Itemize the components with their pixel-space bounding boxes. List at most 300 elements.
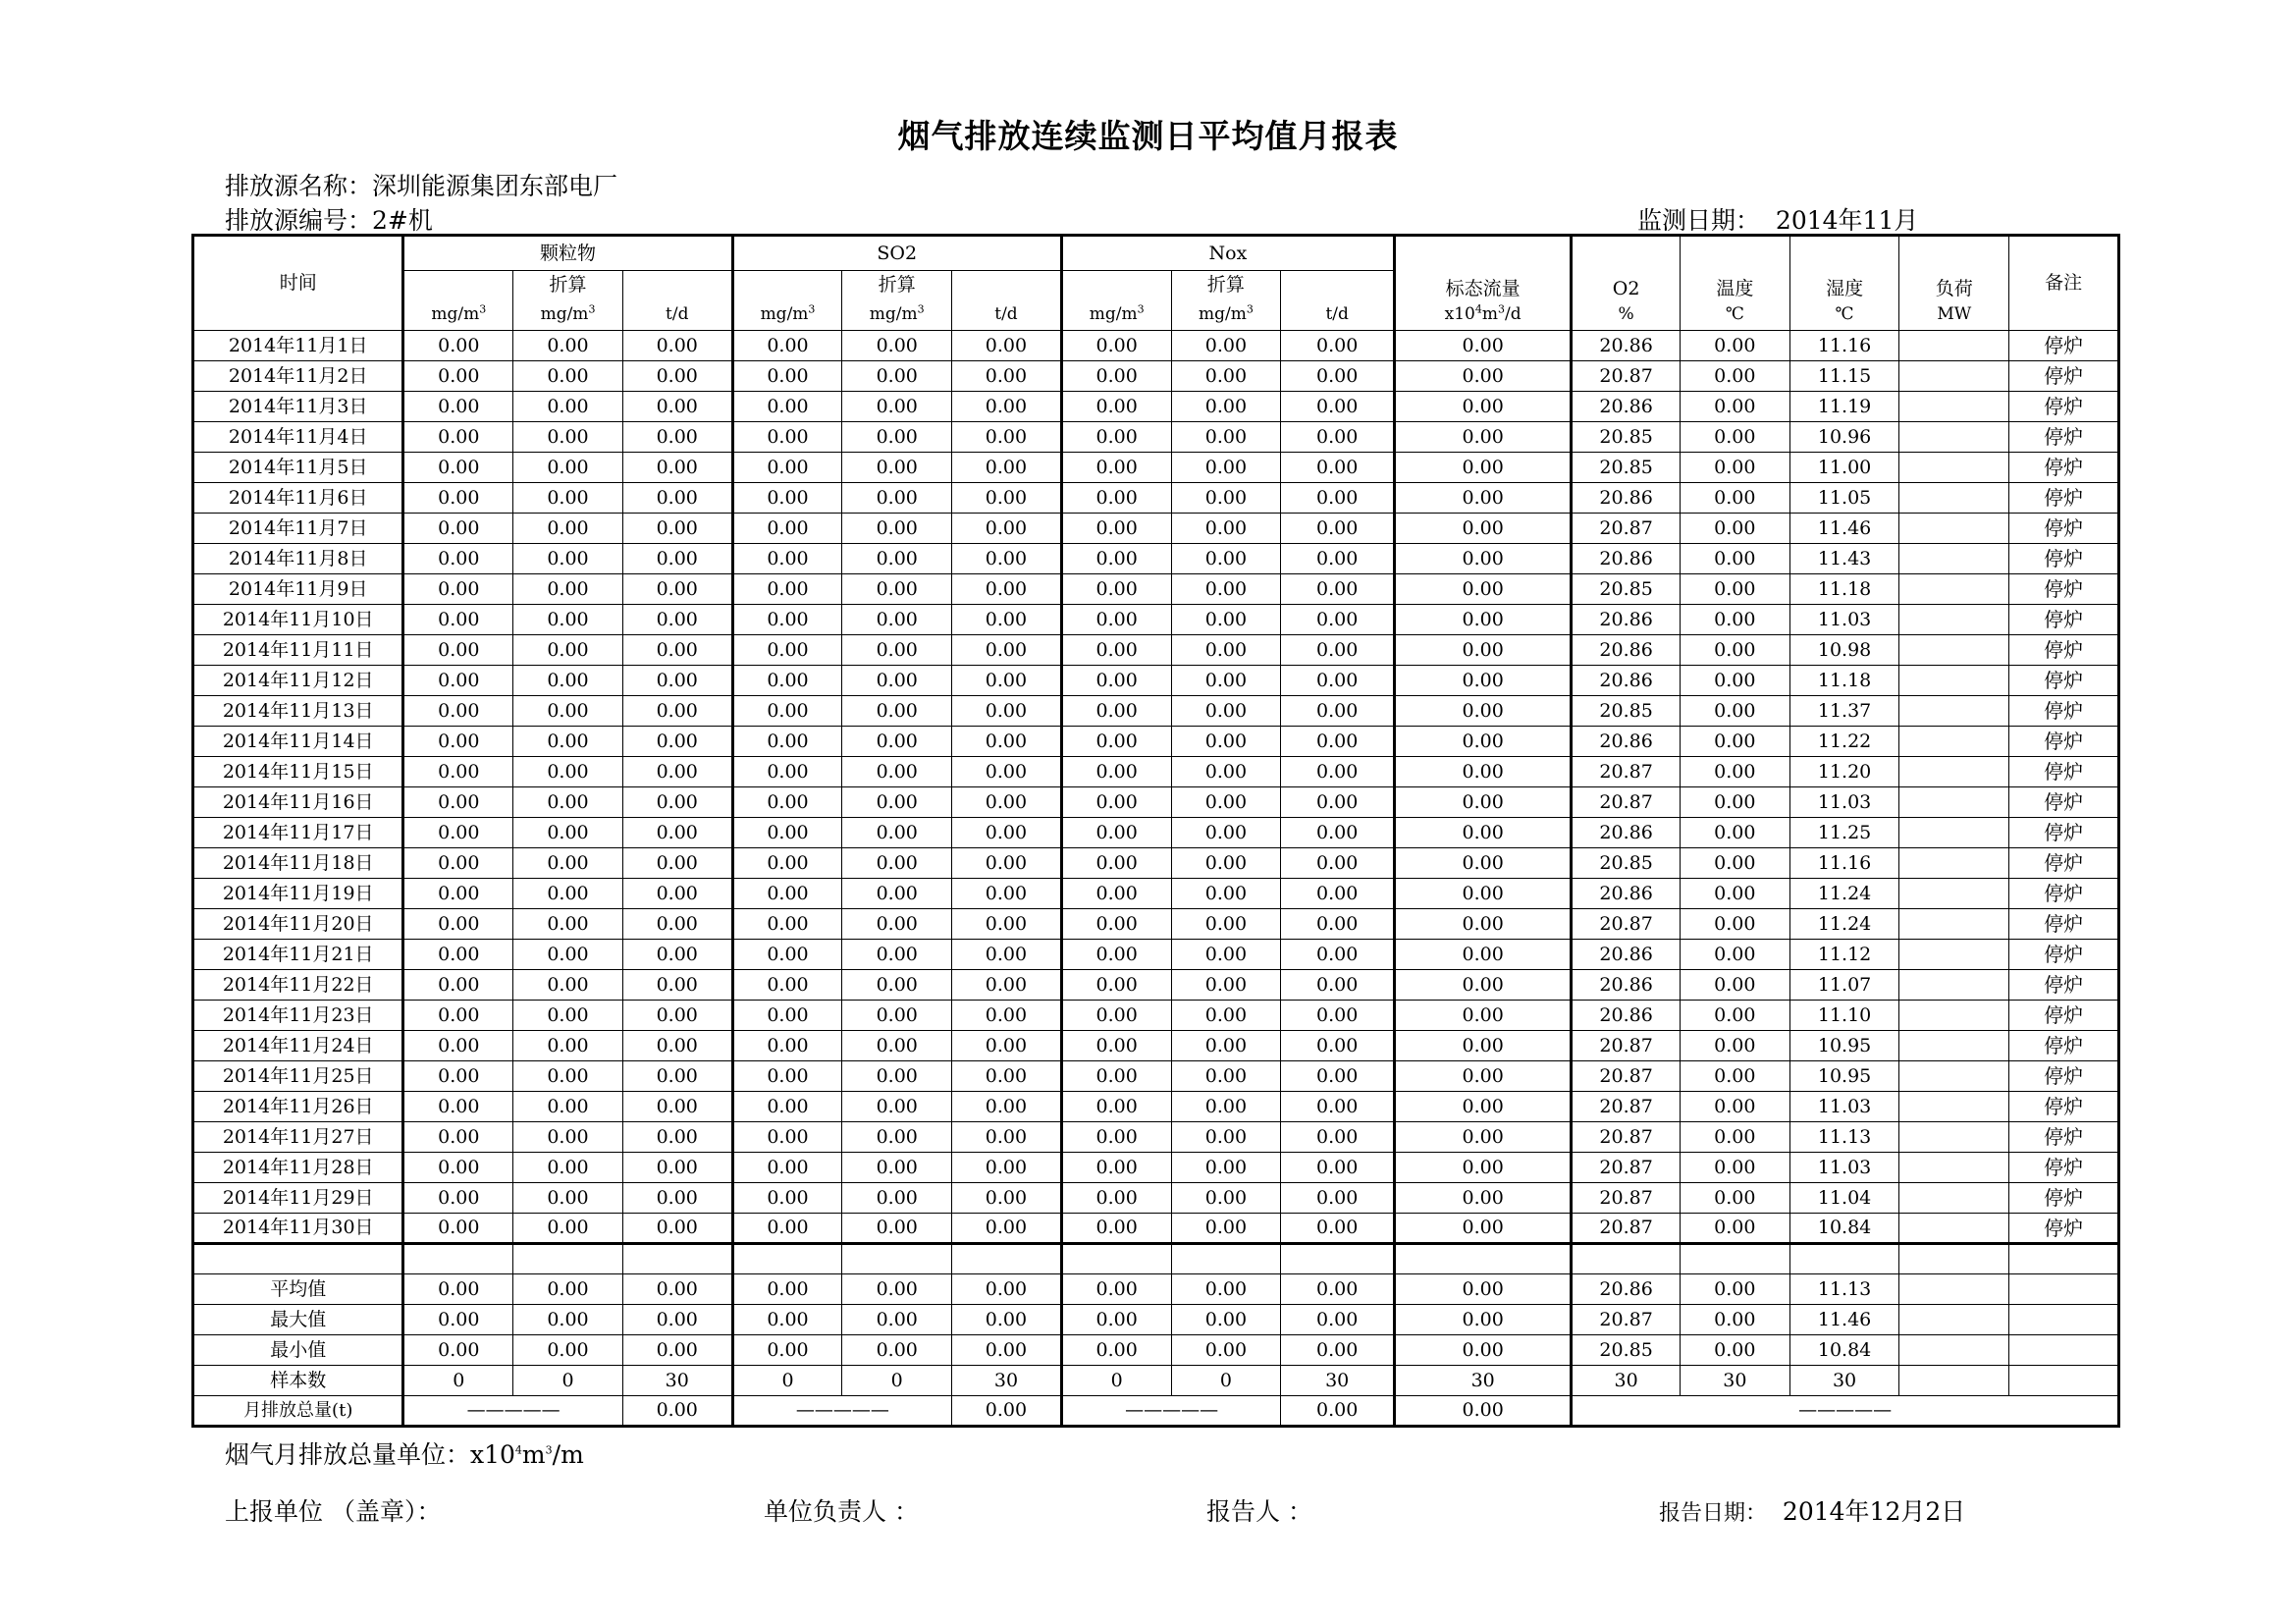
cell-so2c: 0.00: [842, 696, 952, 727]
cell-load: [1899, 392, 2009, 422]
cell-o2: 20.87: [1572, 787, 1681, 818]
cell-flow: 0.00: [1395, 392, 1572, 422]
header-so2-raw: [732, 271, 842, 299]
cell-nox: 0.00: [1061, 1122, 1171, 1153]
date-cell: 2014年11月19日: [193, 879, 403, 909]
cell-o2: 20.87: [1572, 1031, 1681, 1061]
count-noxc: 0: [1171, 1366, 1281, 1396]
min-hum: 10.84: [1789, 1335, 1899, 1366]
max-label: 最大值: [193, 1305, 403, 1335]
monitor-date-line: [1637, 201, 1918, 237]
cell-so2: 0.00: [732, 1092, 842, 1122]
cell-temp: 0.00: [1680, 392, 1789, 422]
cell-hum: 11.03: [1789, 1153, 1899, 1183]
cell-remark: 停炉: [2009, 1061, 2119, 1092]
cell-noxt: 0.00: [1281, 361, 1395, 392]
cell-noxt: 0.00: [1281, 605, 1395, 635]
cell-pmt: 0.00: [622, 696, 732, 727]
cell-load: [1899, 848, 2009, 879]
max-pmt: 0.00: [622, 1305, 732, 1335]
cell-so2: 0.00: [732, 514, 842, 544]
cell-pmt: 0.00: [622, 392, 732, 422]
cell-flow: 0.00: [1395, 818, 1572, 848]
avg-noxt: 0.00: [1281, 1274, 1395, 1305]
cell-so2c: 0.00: [842, 1214, 952, 1244]
cell-pm: 0.00: [403, 666, 513, 696]
cell-pmt: 0.00: [622, 453, 732, 483]
cell-flow: 0.00: [1395, 940, 1572, 970]
cell-so2c: 0.00: [842, 1183, 952, 1214]
cell-so2c: 0.00: [842, 940, 952, 970]
cell-pmt: 0.00: [622, 1092, 732, 1122]
cell-so2c: 0.00: [842, 1031, 952, 1061]
count-noxt: 30: [1281, 1366, 1395, 1396]
cell-temp: 0.00: [1680, 1001, 1789, 1031]
cell-so2: 0.00: [732, 422, 842, 453]
max-nox: 0.00: [1061, 1305, 1171, 1335]
min-label: 最小值: [193, 1335, 403, 1366]
source-name-label: 排放源名称：: [225, 172, 373, 200]
table-row: [193, 1183, 2119, 1214]
cell-nox: 0.00: [1061, 1214, 1171, 1244]
cell-temp: 0.00: [1680, 1153, 1789, 1183]
cell-temp: 0.00: [1680, 757, 1789, 787]
cell-noxc: 0.00: [1171, 1001, 1281, 1031]
cell-noxt: 0.00: [1281, 970, 1395, 1001]
cell-o2: 20.86: [1572, 879, 1681, 909]
cell-pmc: 0.00: [513, 940, 623, 970]
cell-flow: 0.00: [1395, 1061, 1572, 1092]
cell-so2c: 0.00: [842, 1153, 952, 1183]
min-o2: 20.85: [1572, 1335, 1681, 1366]
cell-nox: 0.00: [1061, 605, 1171, 635]
cell-pmt: 0.00: [622, 514, 732, 544]
cell-o2: 20.87: [1572, 1214, 1681, 1244]
cell-so2t: 0.00: [952, 514, 1062, 544]
cell-nox: 0.00: [1061, 635, 1171, 666]
cell-noxt: 0.00: [1281, 544, 1395, 574]
cell-pm: 0.00: [403, 1092, 513, 1122]
cell-o2: 20.86: [1572, 605, 1681, 635]
cell-so2t: 0.00: [952, 787, 1062, 818]
cell-remark: 停炉: [2009, 605, 2119, 635]
cell-pm: 0.00: [403, 514, 513, 544]
date-cell: 2014年11月7日: [193, 514, 403, 544]
cell-noxt: 0.00: [1281, 1122, 1395, 1153]
cell-noxt: 0.00: [1281, 666, 1395, 696]
cell-load: [1899, 605, 2009, 635]
cell-pmc: 0.00: [513, 544, 623, 574]
unit-load: MW: [1899, 298, 2009, 331]
max-noxt: 0.00: [1281, 1305, 1395, 1335]
source-name-value: 深圳能源集团东部电厂: [372, 172, 618, 200]
cell-noxc: 0.00: [1171, 757, 1281, 787]
cell-pmt: 0.00: [622, 1031, 732, 1061]
cell-flow: 0.00: [1395, 574, 1572, 605]
cell-temp: 0.00: [1680, 1092, 1789, 1122]
cell-pm: 0.00: [403, 970, 513, 1001]
cell-noxc: 0.00: [1171, 879, 1281, 909]
cell-hum: 11.22: [1789, 727, 1899, 757]
cell-so2c: 0.00: [842, 879, 952, 909]
total-rest-dash: —————: [1572, 1396, 2119, 1427]
max-so2c: 0.00: [842, 1305, 952, 1335]
source-id-label: 排放源编号：: [225, 206, 373, 235]
cell-nox: 0.00: [1061, 757, 1171, 787]
cell-noxc: 0.00: [1171, 727, 1281, 757]
cell-nox: 0.00: [1061, 1092, 1171, 1122]
cell-so2c: 0.00: [842, 605, 952, 635]
cell-o2: 20.85: [1572, 848, 1681, 879]
count-hum: 30: [1789, 1366, 1899, 1396]
cell-nox: 0.00: [1061, 544, 1171, 574]
cell-pmt: 0.00: [622, 635, 732, 666]
cell-o2: 20.85: [1572, 453, 1681, 483]
header-temp: 温度: [1680, 236, 1789, 299]
cell-so2t: 0.00: [952, 666, 1062, 696]
cell-so2c: 0.00: [842, 453, 952, 483]
cell-pmc: 0.00: [513, 483, 623, 514]
cell-o2: 20.87: [1572, 1153, 1681, 1183]
header-pm-raw: [403, 271, 513, 299]
cell-temp: 0.00: [1680, 1214, 1789, 1244]
cell-so2: 0.00: [732, 1153, 842, 1183]
cell-load: [1899, 544, 2009, 574]
cell-so2t: 0.00: [952, 1183, 1062, 1214]
cell-so2: 0.00: [732, 666, 842, 696]
max-so2: 0.00: [732, 1305, 842, 1335]
date-cell: 2014年11月16日: [193, 787, 403, 818]
source-id-value: 2#机: [372, 206, 433, 235]
cell-temp: 0.00: [1680, 361, 1789, 392]
cell-o2: 20.87: [1572, 1122, 1681, 1153]
cell-pmt: 0.00: [622, 879, 732, 909]
table-row: [193, 879, 2119, 909]
total-pm-dash: —————: [403, 1396, 622, 1427]
cell-pmt: 0.00: [622, 970, 732, 1001]
cell-o2: 20.86: [1572, 635, 1681, 666]
cell-so2: 0.00: [732, 1122, 842, 1153]
cell-noxc: 0.00: [1171, 818, 1281, 848]
cell-pmt: 0.00: [622, 940, 732, 970]
cell-remark: 停炉: [2009, 940, 2119, 970]
cell-so2t: 0.00: [952, 1092, 1062, 1122]
cell-hum: 11.43: [1789, 544, 1899, 574]
cell-temp: 0.00: [1680, 574, 1789, 605]
cell-so2c: 0.00: [842, 848, 952, 879]
cell-flow: 0.00: [1395, 909, 1572, 940]
page-title: 烟气排放连续监测日平均值月报表: [897, 117, 1399, 155]
cell-so2: 0.00: [732, 574, 842, 605]
cell-remark: 停炉: [2009, 666, 2119, 696]
cell-so2t: 0.00: [952, 757, 1062, 787]
date-cell: 2014年11月11日: [193, 635, 403, 666]
cell-noxt: 0.00: [1281, 696, 1395, 727]
cell-flow: 0.00: [1395, 422, 1572, 453]
cell-so2t: 0.00: [952, 392, 1062, 422]
cell-noxt: 0.00: [1281, 757, 1395, 787]
max-remark: [2009, 1305, 2119, 1335]
cell-noxt: 0.00: [1281, 392, 1395, 422]
unit-flow: $x10^4m^3/d$: [1395, 298, 1572, 331]
cell-pm: 0.00: [403, 1214, 513, 1244]
cell-remark: 停炉: [2009, 574, 2119, 605]
cell-so2: 0.00: [732, 1183, 842, 1214]
reporter-label: 报告人 ：: [1206, 1497, 1312, 1526]
cell-temp: 0.00: [1680, 605, 1789, 635]
cell-noxt: 0.00: [1281, 1031, 1395, 1061]
cell-so2c: 0.00: [842, 666, 952, 696]
cell-hum: 10.95: [1789, 1031, 1899, 1061]
cell-pm: 0.00: [403, 1183, 513, 1214]
avg-so2c: 0.00: [842, 1274, 952, 1305]
table-row: [193, 1122, 2119, 1153]
cell-remark: 停炉: [2009, 696, 2119, 727]
date-cell: 2014年11月29日: [193, 1183, 403, 1214]
cell-pm: 0.00: [403, 422, 513, 453]
table-row: [193, 1092, 2119, 1122]
cell-so2t: 0.00: [952, 1031, 1062, 1061]
cell-pmc: 0.00: [513, 514, 623, 544]
avg-so2: 0.00: [732, 1274, 842, 1305]
cell-hum: 11.05: [1789, 483, 1899, 514]
header-humidity: 湿度: [1789, 236, 1899, 299]
cell-pmc: 0.00: [513, 1001, 623, 1031]
table-row: [193, 1214, 2119, 1244]
cell-noxc: 0.00: [1171, 970, 1281, 1001]
cell-so2: 0.00: [732, 392, 842, 422]
cell-so2c: 0.00: [842, 1122, 952, 1153]
min-pmt: 0.00: [622, 1335, 732, 1366]
cell-remark: 停炉: [2009, 483, 2119, 514]
cell-so2t: 0.00: [952, 818, 1062, 848]
cell-o2: 20.87: [1572, 757, 1681, 787]
cell-pm: 0.00: [403, 879, 513, 909]
cell-flow: 0.00: [1395, 696, 1572, 727]
cell-hum: 11.19: [1789, 392, 1899, 422]
cell-temp: 0.00: [1680, 544, 1789, 574]
cell-temp: 0.00: [1680, 848, 1789, 879]
avg-so2t: 0.00: [952, 1274, 1062, 1305]
cell-load: [1899, 787, 2009, 818]
unit-o2: %: [1572, 298, 1681, 331]
table-row: [193, 757, 2119, 787]
cell-pm: 0.00: [403, 361, 513, 392]
cell-pmt: 0.00: [622, 757, 732, 787]
cell-pmc: 0.00: [513, 361, 623, 392]
cell-hum: 11.15: [1789, 361, 1899, 392]
cell-flow: 0.00: [1395, 757, 1572, 787]
cell-hum: 11.03: [1789, 605, 1899, 635]
header-nox: Nox: [1061, 236, 1394, 271]
table-row: [193, 483, 2119, 514]
cell-so2c: 0.00: [842, 361, 952, 392]
cell-flow: 0.00: [1395, 1153, 1572, 1183]
date-cell: 2014年11月9日: [193, 574, 403, 605]
min-nox: 0.00: [1061, 1335, 1171, 1366]
cell-noxt: 0.00: [1281, 879, 1395, 909]
cell-so2c: 0.00: [842, 544, 952, 574]
cell-so2c: 0.00: [842, 331, 952, 361]
cell-pmc: 0.00: [513, 453, 623, 483]
cell-so2: 0.00: [732, 1031, 842, 1061]
cell-noxc: 0.00: [1171, 1183, 1281, 1214]
cell-o2: 20.86: [1572, 940, 1681, 970]
cell-noxt: 0.00: [1281, 727, 1395, 757]
cell-noxc: 0.00: [1171, 909, 1281, 940]
cell-pmt: 0.00: [622, 666, 732, 696]
table-row: [193, 1001, 2119, 1031]
cell-nox: 0.00: [1061, 422, 1171, 453]
cell-hum: 11.25: [1789, 818, 1899, 848]
cell-noxt: 0.00: [1281, 1092, 1395, 1122]
cell-remark: 停炉: [2009, 787, 2119, 818]
cell-pmt: 0.00: [622, 727, 732, 757]
cell-nox: 0.00: [1061, 483, 1171, 514]
cell-pmc: 0.00: [513, 1122, 623, 1153]
min-noxc: 0.00: [1171, 1335, 1281, 1366]
table-row: [193, 331, 2119, 361]
total-so2t: 0.00: [952, 1396, 1062, 1427]
cell-hum: 11.13: [1789, 1122, 1899, 1153]
cell-pmc: 0.00: [513, 1092, 623, 1122]
cell-so2c: 0.00: [842, 909, 952, 940]
min-so2t: 0.00: [952, 1335, 1062, 1366]
cell-temp: 0.00: [1680, 514, 1789, 544]
cell-flow: 0.00: [1395, 331, 1572, 361]
cell-temp: 0.00: [1680, 1122, 1789, 1153]
reporting-unit-label: 上报单位 （盖章）：: [225, 1497, 442, 1526]
flow-unit-note: 烟气月排放总量单位：$x10^4m^3/m$: [225, 1440, 584, 1469]
cell-noxt: 0.00: [1281, 1153, 1395, 1183]
header-pm-converted: 折算: [513, 271, 623, 299]
total-flow: 0.00: [1395, 1396, 1572, 1427]
cell-hum: 11.12: [1789, 940, 1899, 970]
cell-noxc: 0.00: [1171, 361, 1281, 392]
cell-so2t: 0.00: [952, 727, 1062, 757]
cell-temp: 0.00: [1680, 422, 1789, 453]
cell-hum: 11.03: [1789, 1092, 1899, 1122]
cell-pmc: 0.00: [513, 727, 623, 757]
source-name-line: [225, 167, 617, 202]
cell-load: [1899, 727, 2009, 757]
cell-nox: 0.00: [1061, 1001, 1171, 1031]
cell-remark: 停炉: [2009, 1122, 2119, 1153]
cell-so2: 0.00: [732, 635, 842, 666]
cell-temp: 0.00: [1680, 696, 1789, 727]
cell-so2: 0.00: [732, 818, 842, 848]
cell-o2: 20.86: [1572, 544, 1681, 574]
cell-remark: 停炉: [2009, 392, 2119, 422]
cell-noxc: 0.00: [1171, 696, 1281, 727]
cell-pmc: 0.00: [513, 392, 623, 422]
monitoring-table: [191, 234, 2120, 1428]
cell-so2t: 0.00: [952, 1153, 1062, 1183]
date-cell: 2014年11月14日: [193, 727, 403, 757]
cell-pmt: 0.00: [622, 483, 732, 514]
cell-pmt: 0.00: [622, 544, 732, 574]
cell-noxc: 0.00: [1171, 331, 1281, 361]
cell-hum: 10.95: [1789, 1061, 1899, 1092]
cell-pmc: 0.00: [513, 635, 623, 666]
max-row: [193, 1305, 2119, 1335]
cell-hum: 11.18: [1789, 574, 1899, 605]
cell-so2t: 0.00: [952, 848, 1062, 879]
cell-load: [1899, 1001, 2009, 1031]
cell-remark: 停炉: [2009, 453, 2119, 483]
cell-pm: 0.00: [403, 635, 513, 666]
cell-so2c: 0.00: [842, 1092, 952, 1122]
cell-load: [1899, 514, 2009, 544]
header-particulate: 颗粒物: [403, 236, 732, 271]
cell-so2: 0.00: [732, 696, 842, 727]
table-row: [193, 1031, 2119, 1061]
unit-so2-td: t/d: [952, 298, 1062, 331]
cell-noxc: 0.00: [1171, 1122, 1281, 1153]
unit-humidity: ℃: [1789, 298, 1899, 331]
cell-so2: 0.00: [732, 727, 842, 757]
cell-hum: 10.84: [1789, 1214, 1899, 1244]
cell-so2: 0.00: [732, 757, 842, 787]
date-cell: 2014年11月28日: [193, 1153, 403, 1183]
cell-so2c: 0.00: [842, 574, 952, 605]
responsible-label: 单位负责人 ：: [764, 1497, 919, 1526]
cell-hum: 11.20: [1789, 757, 1899, 787]
cell-temp: 0.00: [1680, 1183, 1789, 1214]
cell-pm: 0.00: [403, 1001, 513, 1031]
cell-load: [1899, 1031, 2009, 1061]
cell-pm: 0.00: [403, 453, 513, 483]
avg-pmc: 0.00: [513, 1274, 623, 1305]
cell-nox: 0.00: [1061, 392, 1171, 422]
cell-noxt: 0.00: [1281, 818, 1395, 848]
date-cell: 2014年11月26日: [193, 1092, 403, 1122]
cell-nox: 0.00: [1061, 514, 1171, 544]
monitor-date-label: 监测日期：: [1637, 206, 1761, 235]
header-flow: 标态流量: [1395, 236, 1572, 299]
cell-load: [1899, 909, 2009, 940]
cell-pmt: 0.00: [622, 1061, 732, 1092]
cell-o2: 20.85: [1572, 422, 1681, 453]
header-nox-td-blank: [1281, 271, 1395, 299]
cell-pm: 0.00: [403, 392, 513, 422]
cell-flow: 0.00: [1395, 879, 1572, 909]
header-remark: 备注: [2009, 236, 2119, 331]
count-remark: [2009, 1366, 2119, 1396]
cell-pmt: 0.00: [622, 1122, 732, 1153]
count-so2c: 0: [842, 1366, 952, 1396]
cell-so2c: 0.00: [842, 422, 952, 453]
cell-so2: 0.00: [732, 787, 842, 818]
cell-pmt: 0.00: [622, 331, 732, 361]
cell-remark: 停炉: [2009, 727, 2119, 757]
report-date-value: 2014年12月2日: [1782, 1497, 1966, 1526]
cell-flow: 0.00: [1395, 483, 1572, 514]
cell-pmt: 0.00: [622, 361, 732, 392]
cell-pmt: 0.00: [622, 787, 732, 818]
cell-pm: 0.00: [403, 1061, 513, 1092]
cell-so2: 0.00: [732, 1214, 842, 1244]
cell-noxc: 0.00: [1171, 1214, 1281, 1244]
cell-load: [1899, 361, 2009, 392]
count-row: [193, 1366, 2119, 1396]
cell-o2: 20.86: [1572, 392, 1681, 422]
date-cell: 2014年11月5日: [193, 453, 403, 483]
cell-flow: 0.00: [1395, 1122, 1572, 1153]
cell-so2t: 0.00: [952, 970, 1062, 1001]
cell-nox: 0.00: [1061, 1031, 1171, 1061]
header-time: 时间: [193, 236, 403, 331]
